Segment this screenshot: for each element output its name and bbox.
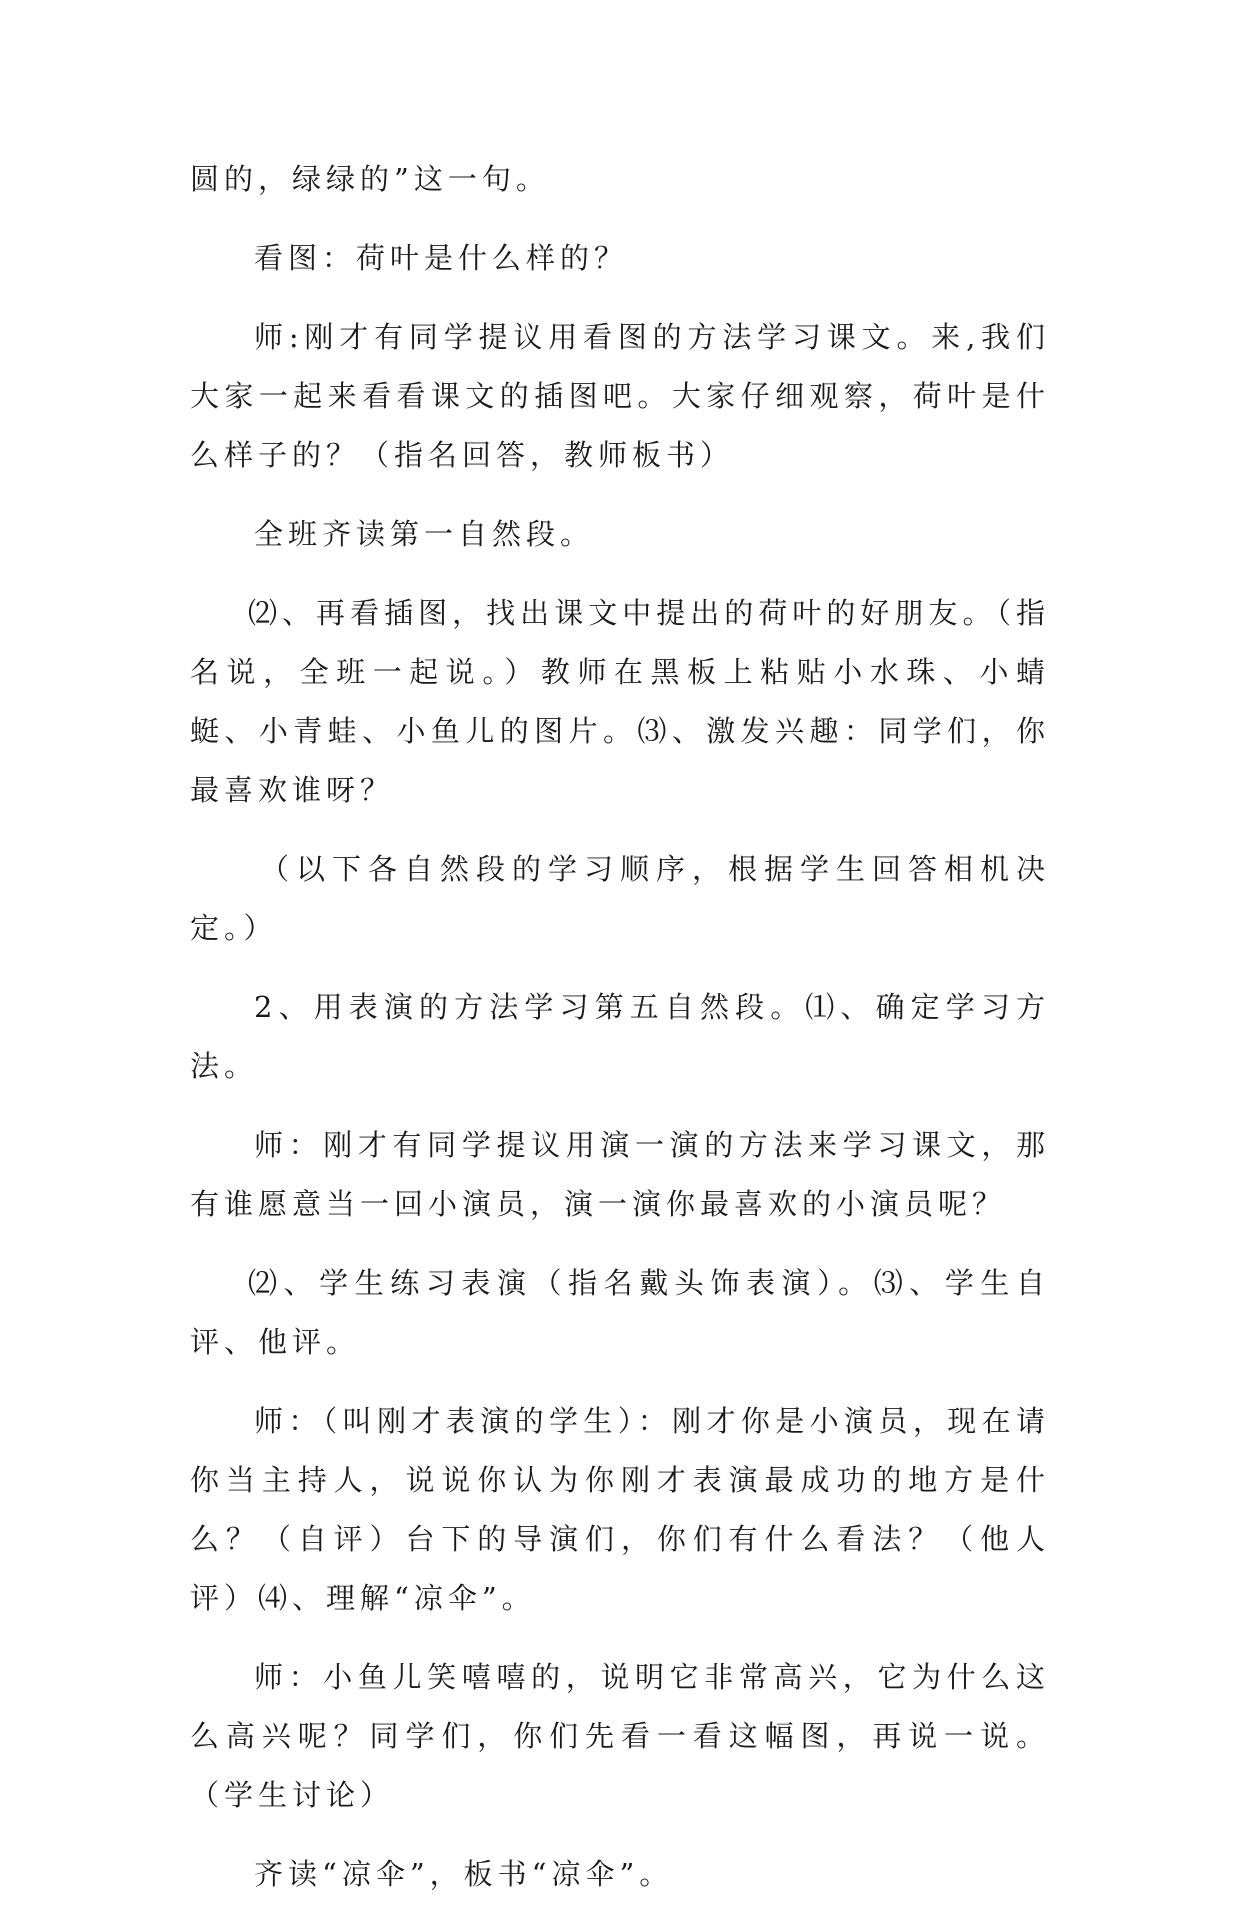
paragraph-5: ⑵、再看插图，找出课文中提出的荷叶的好朋友。（指名说，全班一起说。）教师在黑板上粘贴小水珠、小蜻蜓、小青蛙、小鱼儿的图片。⑶、激发兴趣：同学们，你最喜欢谁呀？ bbox=[190, 596, 1050, 807]
paragraph-2: 看图：荷叶是什么样的？ bbox=[254, 241, 629, 275]
paragraph-11: 师：小鱼儿笑嘻嘻的，说明它非常高兴，它为什么这么高兴呢？同学们，你们先看一看这幅图，再说一说。（学生讨论） bbox=[190, 1660, 1050, 1812]
paragraph-10: 师：（叫刚才表演的学生）：刚才你是小演员，现在请你当主持人，说说你认为你刚才表演最成功的地方是什么？（自评）台下的导演们，你们有什么看法？（他人评）⑷、理解“凉伞”。 bbox=[190, 1404, 1050, 1615]
paragraph-9: ⑵、学生练习表演（指名戴头饰表演）。⑶、学生自评、他评。 bbox=[190, 1266, 1050, 1359]
paragraph-6: （以下各自然段的学习顺序，根据学生回答相机决定。） bbox=[190, 852, 1050, 945]
paragraph-1: 圆的，绿绿的”这一句。 bbox=[190, 162, 550, 196]
paragraph-12: 齐读“凉伞”，板书“凉伞”。 bbox=[254, 1857, 674, 1891]
paragraph-8: 师：刚才有同学提议用演一演的方法来学习课文，那有谁愿意当一回小演员，演一演你最喜欢的小演员呢？ bbox=[190, 1128, 1050, 1221]
paragraph-7: 2、用表演的方法学习第五自然段。⑴、确定学习方法。 bbox=[190, 990, 1050, 1083]
paragraph-3: 师:刚才有同学提议用看图的方法学习课文。来,我们大家一起来看看课文的插图吧。大家仔细观察，荷叶是什么样子的？（指名回答，教师板书） bbox=[190, 320, 1050, 472]
paragraph-4: 全班齐读第一自然段。 bbox=[254, 517, 595, 551]
document-page bbox=[190, 150, 1050, 1924]
